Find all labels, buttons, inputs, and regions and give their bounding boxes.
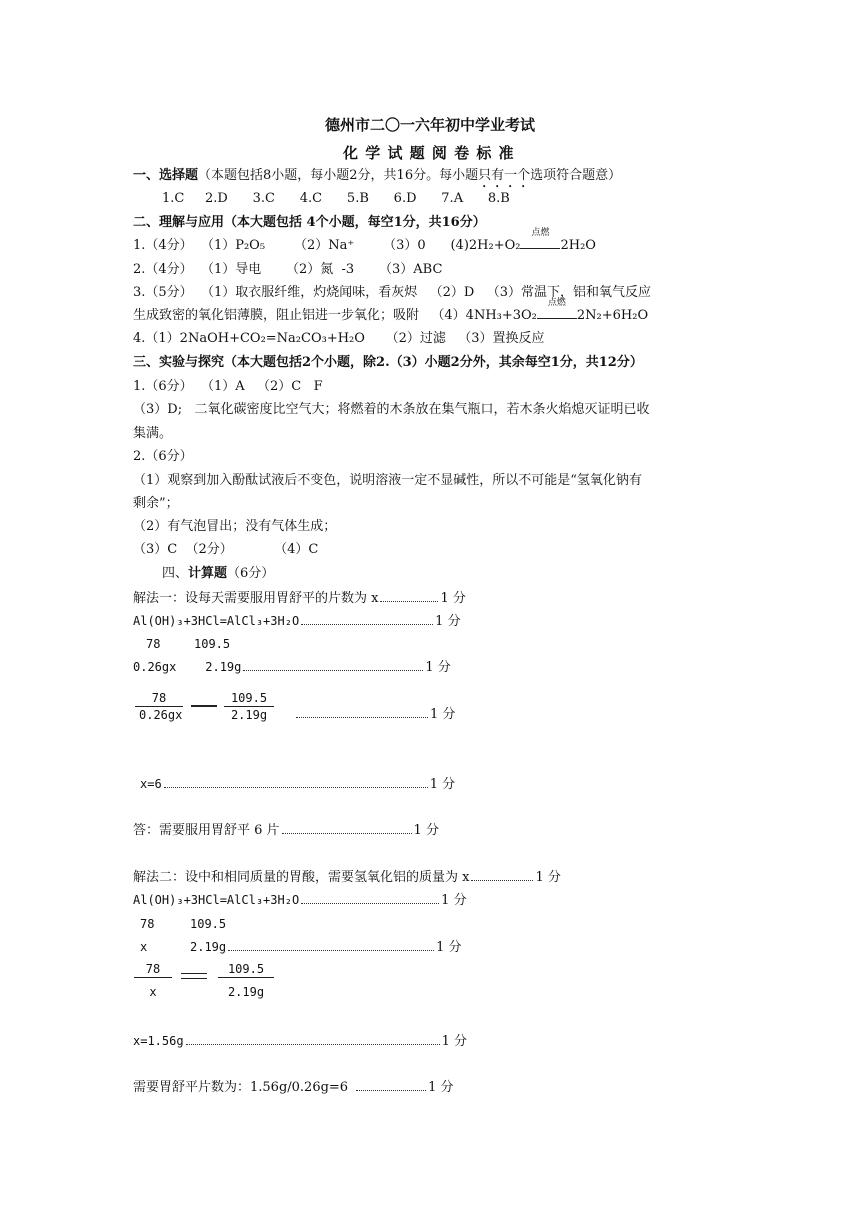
dotted-leader bbox=[243, 659, 423, 671]
dotted-leader bbox=[301, 892, 439, 904]
section4-heading bbox=[162, 566, 274, 582]
m2-line6-point: 1 分 bbox=[441, 1034, 467, 1049]
m2-fraction-right-den: 2.19g bbox=[227, 985, 265, 999]
section1-answers: 1.C 2.D 3.C 4.C 5.B 6.D 7.A 8.B bbox=[162, 191, 510, 206]
section2-q1-product: 2H₂O bbox=[560, 238, 596, 253]
m2-fraction-right bbox=[218, 961, 274, 1000]
m2-line1-point: 1 分 bbox=[535, 870, 561, 885]
m2-fraction-left-num: 78 bbox=[134, 961, 172, 978]
equals-sign bbox=[181, 973, 207, 979]
dotted-leader bbox=[471, 869, 533, 881]
section3-heading: 三、实验与探究（本大题包括2个小题，除2.（3）小题2分外，其余每空1分，共12分） bbox=[133, 355, 643, 370]
section2-q3-line2 bbox=[133, 298, 649, 324]
section2-q1 bbox=[133, 228, 596, 254]
section3-q2-1a: （1）观察到加入酚酞试液后不变色，说明溶液一定不显碱性，所以不可能是“氢氧化钠有 bbox=[133, 473, 642, 488]
section2-heading: 二、理解与应用（本大题包括 4个小题，每空1分，共16分） bbox=[133, 215, 486, 230]
dotted-leader bbox=[356, 1079, 426, 1091]
m1-line1-text: 解法一：设每天需要服用胃舒平的片数为 x bbox=[133, 591, 379, 606]
m1-result: x=6 bbox=[140, 777, 162, 791]
dotted-leader bbox=[301, 613, 433, 625]
m1-line6 bbox=[140, 776, 455, 793]
m1-line1 bbox=[133, 590, 466, 607]
m1-line3-b: 109.5 bbox=[194, 637, 231, 651]
reaction-arrow bbox=[520, 228, 560, 254]
m2-line3-a: 78 bbox=[140, 917, 155, 931]
section4-heading-num: 四、 bbox=[162, 566, 189, 581]
section1-heading: 一、选择题 bbox=[133, 168, 199, 183]
m2-line2-point: 1 分 bbox=[441, 893, 467, 908]
section4-heading-title: 计算题 bbox=[188, 566, 228, 581]
m1-line7-point: 1 分 bbox=[413, 823, 439, 838]
m2-line4 bbox=[190, 939, 462, 956]
dotted-leader bbox=[228, 939, 434, 951]
section3-q2-3: （3）C （2分） （4）C bbox=[133, 542, 319, 557]
section2-q3-text: 生成致密的氧化铝薄膜，阻止铝进一步氧化；吸附 （4）4NH₃+3O₂ bbox=[133, 308, 537, 323]
m2-result: x=1.56g bbox=[133, 1034, 184, 1048]
m2-line4-a: x bbox=[140, 940, 148, 954]
m2-line7 bbox=[133, 1079, 453, 1096]
section1-desc-b: 选项符合题意） bbox=[530, 168, 622, 183]
section3-q1-3b: 集满。 bbox=[133, 426, 173, 441]
section2-q2: 2.（4分） （1）导电 （2）氮 -3 （3）ABC bbox=[133, 262, 443, 277]
m2-line1-text: 解法二：设中和相同质量的胃酸，需要氢氧化铝的质量为 x bbox=[133, 870, 470, 885]
m2-line4-text: 2.19g bbox=[190, 940, 227, 954]
section4-heading-points: （6分） bbox=[227, 566, 275, 581]
section1-desc-a: （本题包括8小题，每小题2分，共16分。每小题 bbox=[198, 168, 479, 183]
dotted-leader bbox=[186, 1033, 440, 1045]
m1-line3-a: 78 bbox=[146, 637, 161, 651]
m2-fraction-left bbox=[134, 961, 172, 1000]
m2-line2 bbox=[133, 892, 467, 909]
m1-line5 bbox=[294, 706, 455, 723]
section3-q1-3a: （3）D; 二氧化碳密度比空气大；将燃着的木条放在集气瓶口，若木条火焰熄灭证明已收 bbox=[133, 402, 650, 417]
m1-line4-text: 0.26gx 2.19g bbox=[133, 660, 242, 674]
section2-q3-line1: 3.（5分） （1）取衣服纤维，灼烧闻味，看灰烬 （2）D （3）常温下，铝和氧气反应 bbox=[133, 285, 651, 300]
m1-line2 bbox=[133, 613, 461, 630]
section3-q2-1b: 剩余”； bbox=[133, 496, 179, 511]
section2-q3-product: 2N₂+6H₂O bbox=[576, 308, 649, 323]
m2-line3-b: 109.5 bbox=[190, 917, 227, 931]
m1-equation: Al(OH)₃+3HCl=AlCl₃+3H₂O bbox=[133, 614, 300, 628]
m2-fraction-left-den: x bbox=[149, 985, 157, 999]
reaction-condition: 点燃 bbox=[531, 228, 550, 238]
m1-fraction-right-num: 109.5 bbox=[224, 690, 274, 707]
section3-q2-2: （2）有气泡冒出；没有气体生成； bbox=[133, 519, 337, 534]
section3-q2: 2.（6分） bbox=[133, 449, 193, 464]
section1-line bbox=[133, 168, 621, 191]
m2-line7-point: 1 分 bbox=[428, 1080, 454, 1095]
m2-answer: 需要胃舒平片数为：1.56g/0.26g=6 bbox=[133, 1080, 349, 1095]
m2-line4-point: 1 分 bbox=[436, 940, 462, 955]
reaction-condition: 点燃 bbox=[547, 298, 566, 308]
page-title: 德州市二〇一六年初中学业考试 bbox=[325, 116, 536, 134]
m1-answer: 答：需要服用胃舒平 6 片 bbox=[133, 823, 280, 838]
m1-line5-point: 1 分 bbox=[430, 707, 456, 722]
m1-fraction-left-num: 78 bbox=[135, 690, 183, 707]
m1-line1-point: 1 分 bbox=[440, 591, 466, 606]
m1-line4-point: 1 分 bbox=[425, 660, 451, 675]
dotted-leader bbox=[296, 706, 428, 718]
section2-q1-text: 1.（4分） （1）P₂O₅ （2）Na⁺ （3）0 (4)2H₂+O₂ bbox=[133, 238, 521, 253]
equals-sign bbox=[191, 705, 217, 707]
m1-fraction-right-den: 2.19g bbox=[230, 708, 268, 722]
m2-line1 bbox=[133, 869, 561, 886]
dotted-leader bbox=[282, 822, 412, 834]
m1-fraction-left-den: 0.26gx bbox=[139, 708, 183, 722]
page-subtitle: 化 学 试 题 阅 卷 标 准 bbox=[343, 144, 515, 162]
m1-fraction-left bbox=[135, 690, 183, 723]
m1-fraction-right bbox=[224, 690, 274, 723]
m1-line4 bbox=[133, 659, 451, 676]
section3-q1: 1.（6分） （1）A （2）C F bbox=[133, 379, 323, 394]
dotted-leader bbox=[380, 590, 438, 602]
section2-q4: 4.（1）2NaOH+CO₂=Na₂CO₃+H₂O （2）过滤 （3）置换反应 bbox=[133, 331, 545, 346]
m2-line6 bbox=[133, 1033, 467, 1050]
m1-line2-point: 1 分 bbox=[435, 614, 461, 629]
m2-fraction-right-num: 109.5 bbox=[218, 961, 274, 978]
section1-desc-emph: 只有一个 bbox=[478, 168, 531, 183]
m1-line7 bbox=[133, 822, 439, 839]
m2-equation: Al(OH)₃+3HCl=AlCl₃+3H₂O bbox=[133, 893, 300, 907]
reaction-arrow bbox=[537, 298, 577, 324]
m1-line6-point: 1 分 bbox=[429, 777, 456, 792]
dotted-leader bbox=[164, 776, 428, 788]
